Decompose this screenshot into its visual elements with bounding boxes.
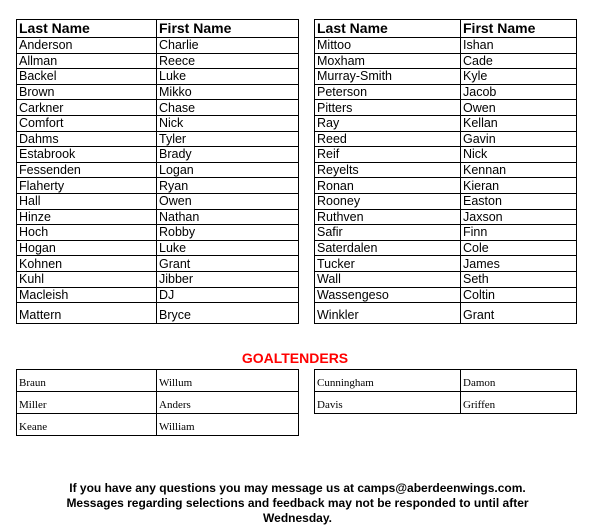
first-name-cell: Finn	[461, 225, 577, 241]
first-name-cell: Jibber	[157, 271, 299, 287]
first-name-cell: Logan	[157, 162, 299, 178]
header-first-name: First Name	[157, 20, 299, 38]
last-name-cell: Allman	[17, 53, 157, 69]
first-name-cell: Willum	[157, 370, 299, 392]
table-row	[17, 69, 299, 85]
goaltenders-table-left	[16, 369, 299, 436]
last-name-cell: Ruthven	[315, 209, 461, 225]
roster-table-left	[16, 19, 299, 324]
last-name-cell: Pitters	[315, 100, 461, 116]
table-row	[315, 225, 577, 241]
table-row	[17, 370, 299, 392]
last-name-cell: Miller	[17, 392, 157, 414]
footer-line-1: If you have any questions you may message us at camps@aberdeenwings.com.	[69, 481, 526, 495]
last-name-cell: Keane	[17, 414, 157, 436]
first-name-cell: Gavin	[461, 131, 577, 147]
table-row	[17, 147, 299, 163]
table-row	[315, 256, 577, 272]
last-name-cell: Mattern	[17, 303, 157, 324]
table-row	[315, 303, 577, 324]
last-name-cell: Reif	[315, 147, 461, 163]
table-row	[315, 193, 577, 209]
table-row	[17, 256, 299, 272]
last-name-cell: Hall	[17, 193, 157, 209]
last-name-cell: Macleish	[17, 287, 157, 303]
table-row	[315, 271, 577, 287]
first-name-cell: Griffen	[461, 392, 577, 414]
table-row	[315, 147, 577, 163]
table-row	[17, 271, 299, 287]
table-row	[315, 178, 577, 194]
last-name-cell: Fessenden	[17, 162, 157, 178]
first-name-cell: Coltin	[461, 287, 577, 303]
first-name-cell: Nick	[157, 115, 299, 131]
first-name-cell: Anders	[157, 392, 299, 414]
last-name-cell: Wall	[315, 271, 461, 287]
first-name-cell: Cole	[461, 240, 577, 256]
first-name-cell: Nick	[461, 147, 577, 163]
first-name-cell: Kennan	[461, 162, 577, 178]
first-name-cell: Owen	[461, 100, 577, 116]
first-name-cell: Ryan	[157, 178, 299, 194]
table-row	[17, 392, 299, 414]
last-name-cell: Dahms	[17, 131, 157, 147]
table-row	[17, 209, 299, 225]
goaltenders-title: GOALTENDERS	[241, 350, 349, 366]
first-name-cell: Bryce	[157, 303, 299, 324]
last-name-cell: Backel	[17, 69, 157, 85]
last-name-cell: Comfort	[17, 115, 157, 131]
first-name-cell: Luke	[157, 69, 299, 85]
table-row	[315, 287, 577, 303]
first-name-cell: Kyle	[461, 69, 577, 85]
table-row	[315, 209, 577, 225]
first-name-cell: Jacob	[461, 84, 577, 100]
first-name-cell: Owen	[157, 193, 299, 209]
last-name-cell: Tucker	[315, 256, 461, 272]
table-row	[17, 131, 299, 147]
last-name-cell: Davis	[315, 392, 461, 414]
table-row	[17, 100, 299, 116]
first-name-cell: Damon	[461, 370, 577, 392]
last-name-cell: Murray-Smith	[315, 69, 461, 85]
first-name-cell: Kieran	[461, 178, 577, 194]
table-row	[17, 225, 299, 241]
footer-line-2: Messages regarding selections and feedback may not be responded to until after	[66, 496, 529, 510]
first-name-cell: Chase	[157, 100, 299, 116]
table-row	[315, 162, 577, 178]
header-last-name: Last Name	[17, 20, 157, 38]
first-name-cell: Kellan	[461, 115, 577, 131]
last-name-cell: Wassengeso	[315, 287, 461, 303]
table-row	[315, 53, 577, 69]
table-row	[315, 38, 577, 54]
table-row	[17, 414, 299, 436]
table-row	[17, 178, 299, 194]
table-row	[315, 392, 577, 414]
footer-note	[20, 481, 575, 526]
first-name-cell: Charlie	[157, 38, 299, 54]
first-name-cell: William	[157, 414, 299, 436]
first-name-cell: Brady	[157, 147, 299, 163]
table-row	[315, 100, 577, 116]
table-row	[315, 131, 577, 147]
first-name-cell: Reece	[157, 53, 299, 69]
last-name-cell: Peterson	[315, 84, 461, 100]
first-name-cell: Jaxson	[461, 209, 577, 225]
last-name-cell: Hogan	[17, 240, 157, 256]
table-row	[17, 287, 299, 303]
goaltenders-table-right	[314, 369, 577, 414]
table-row	[315, 370, 577, 392]
first-name-cell: Seth	[461, 271, 577, 287]
last-name-cell: Reed	[315, 131, 461, 147]
first-name-cell: Luke	[157, 240, 299, 256]
table-row	[315, 69, 577, 85]
first-name-cell: James	[461, 256, 577, 272]
table-row	[315, 84, 577, 100]
table-row	[17, 193, 299, 209]
first-name-cell: Mikko	[157, 84, 299, 100]
first-name-cell: Ishan	[461, 38, 577, 54]
footer-line-3: Wednesday.	[263, 511, 332, 525]
last-name-cell: Flaherty	[17, 178, 157, 194]
first-name-cell: Easton	[461, 193, 577, 209]
last-name-cell: Kohnen	[17, 256, 157, 272]
last-name-cell: Moxham	[315, 53, 461, 69]
roster-table-right	[314, 19, 577, 324]
table-row	[17, 84, 299, 100]
table-row	[17, 240, 299, 256]
last-name-cell: Estabrook	[17, 147, 157, 163]
last-name-cell: Winkler	[315, 303, 461, 324]
first-name-cell: Grant	[157, 256, 299, 272]
header-last-name: Last Name	[315, 20, 461, 38]
first-name-cell: Grant	[461, 303, 577, 324]
table-row	[17, 303, 299, 324]
last-name-cell: Kuhl	[17, 271, 157, 287]
table-row	[17, 162, 299, 178]
table-row	[315, 240, 577, 256]
first-name-cell: Tyler	[157, 131, 299, 147]
last-name-cell: Reyelts	[315, 162, 461, 178]
first-name-cell: Cade	[461, 53, 577, 69]
first-name-cell: Nathan	[157, 209, 299, 225]
last-name-cell: Safir	[315, 225, 461, 241]
last-name-cell: Rooney	[315, 193, 461, 209]
first-name-cell: DJ	[157, 287, 299, 303]
last-name-cell: Cunningham	[315, 370, 461, 392]
first-name-cell: Robby	[157, 225, 299, 241]
table-row	[17, 38, 299, 54]
last-name-cell: Anderson	[17, 38, 157, 54]
last-name-cell: Ronan	[315, 178, 461, 194]
last-name-cell: Carkner	[17, 100, 157, 116]
last-name-cell: Brown	[17, 84, 157, 100]
last-name-cell: Hoch	[17, 225, 157, 241]
table-row	[315, 115, 577, 131]
last-name-cell: Ray	[315, 115, 461, 131]
table-row	[17, 53, 299, 69]
table-row	[17, 115, 299, 131]
last-name-cell: Braun	[17, 370, 157, 392]
last-name-cell: Mittoo	[315, 38, 461, 54]
last-name-cell: Saterdalen	[315, 240, 461, 256]
last-name-cell: Hinze	[17, 209, 157, 225]
header-first-name: First Name	[461, 20, 577, 38]
